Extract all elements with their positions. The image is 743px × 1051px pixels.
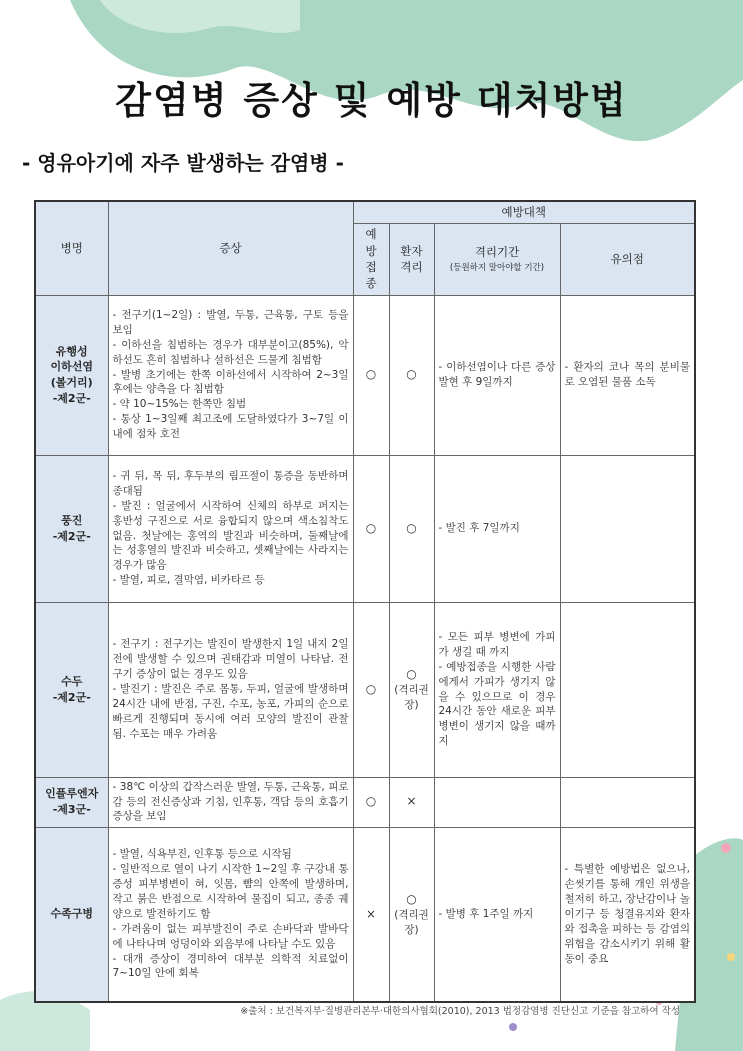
isolation-period-item: - 발진 후 7일까지 — [438, 522, 520, 535]
header-isolation-period-sub: (등원하지 말아야할 기간) — [449, 263, 545, 274]
table-row — [35, 827, 695, 1002]
notes-cell — [560, 777, 695, 827]
symptom-item: - 약 10~15%는 한쪽만 침범 — [112, 398, 247, 411]
header-prevention: 예방대책 — [353, 201, 695, 223]
vaccination-cell: ○ — [353, 295, 389, 455]
disease-name-line: -제2군- — [52, 529, 91, 543]
header-notes: 유의점 — [560, 223, 695, 295]
page-subtitle: - 영유아기에 자주 발생하는 감염병 - — [22, 151, 344, 175]
table-row — [35, 295, 695, 455]
disease-name-line: 유행성 — [55, 344, 88, 358]
table-row — [35, 602, 695, 777]
isolation-cell — [389, 777, 434, 827]
disease-name-cell — [35, 777, 108, 827]
isolation-mark: ○ — [406, 667, 417, 682]
notes-item: - 환자의 코나 목의 분비물로 오염된 물품 소독 — [564, 361, 690, 388]
disease-name-line: 풍진 — [61, 513, 83, 527]
isolation-period-cell — [434, 455, 560, 602]
isolation-period-cell — [434, 827, 560, 1002]
isolation-period-cell — [434, 295, 560, 455]
disease-name-line: 인플루엔자 — [45, 787, 99, 801]
disease-name-line: -제2군- — [52, 391, 91, 405]
pink-dot — [721, 843, 731, 853]
disease-name-line: 수족구병 — [50, 907, 93, 921]
table-row — [35, 455, 695, 602]
symptoms-cell — [108, 455, 353, 602]
header-symptoms: 증상 — [108, 201, 353, 295]
notes-cell — [560, 827, 695, 1002]
disease-name-line: -제3군- — [52, 803, 91, 816]
disease-name-line: (볼거리) — [50, 376, 93, 389]
isolation-period-cell — [434, 602, 560, 777]
header-isolation-period-label: 격리기간 — [474, 244, 520, 259]
table-body — [35, 295, 695, 1002]
isolation-cell — [389, 455, 434, 602]
symptoms-cell — [108, 777, 353, 827]
symptom-item: - 이하선을 침범하는 경우가 대부분이고(85%), 악하선도 흔히 침범하나 설하선은 드물게 침범함 — [112, 338, 349, 366]
vaccination-cell: ○ — [353, 455, 389, 602]
isolation-period-item: - 이하선염이나 다른 증상 발현 후 9일까지 — [438, 361, 556, 388]
disease-name-line: 이하선염 — [50, 360, 93, 374]
isolation-period-cell — [434, 777, 560, 827]
table-row — [35, 777, 695, 827]
disease-name-cell — [35, 295, 108, 455]
isolation-cell — [389, 295, 434, 455]
symptoms-cell — [108, 295, 353, 455]
isolation-mark: ○ — [406, 891, 417, 906]
header-isolation-period — [434, 223, 560, 295]
disease-name-line: 수두 — [61, 674, 83, 688]
isolation-note: (격리권장) — [394, 908, 429, 936]
yellow-dot — [727, 953, 735, 961]
symptom-item: - 발진 : 얼굴에서 시작하여 신체의 하부로 퍼지는 홍반성 구진으로 서로 융합되지 않으며 색소침착도 없음. 첫날에는 홍역의 발진과 비슷하며, 둘째날에는 성홍열의 발진과 비슷하고, 셋째날에는 사라지는 경우가 많음 — [112, 499, 349, 572]
symptom-item: - 발열, 피로, 결막염, 비카타르 등 — [112, 574, 265, 587]
disease-name-cell — [35, 827, 108, 1002]
header-vaccination: 예방접종 — [353, 223, 389, 295]
isolation-cell — [389, 827, 434, 1002]
symptom-item: - 38℃ 이상의 갑작스러운 발열, 두통, 근육통, 피로감 등의 전신증상과 기침, 인후통, 객담 등의 호흡기 증상을 보임 — [112, 780, 349, 823]
isolation-period-item: - 모든 피부 병변에 가피가 생길 때 까지 — [438, 630, 556, 658]
symptom-item: - 가려움이 없는 피부발진이 주로 손바닥과 발바닥에 나타나며 엉덩이와 외음부에 나타날 수도 있음 — [112, 922, 349, 950]
disease-name-line: -제2군- — [52, 690, 91, 704]
vaccination-cell: × — [353, 827, 389, 1002]
notes-item: - 특별한 예방법은 없으나, 손씻기를 통해 개인 위생을 철저히 하고, 장난감이나 놀이기구 등 청결유지와 환자와 접촉을 피하는 등 감염의 위험을 감소시키기 위해 활동이 중요 — [564, 863, 690, 965]
page-title: 감염병 증상 및 예방 대처방법 — [115, 79, 628, 122]
symptom-item: - 일반적으로 열이 나기 시작한 1~2일 후 구강내 통증성 피부병변이 혀, 잇몸, 뺨의 안쪽에 발생하며, 작고 붉은 반점으로 시작하여 물집이 되고, 종종 궤양으로 발전하기도 함 — [112, 863, 349, 920]
disease-name-cell — [35, 455, 108, 602]
symptom-item: - 대개 증상이 경미하여 대부분 의학적 치료없이 7~10일 안에 회복 — [112, 952, 349, 980]
symptom-item: - 발진기 : 발진은 주로 몸통, 두피, 얼굴에 발생하며 24시간 내에 반점, 구진, 수포, 농포, 가피의 순으로 빠르게 진행되며 동시에 여러 모양의 발진이 관찰됨. 수포는 매우 가려움 — [112, 683, 349, 740]
disease-name-cell — [35, 602, 108, 777]
symptom-item: - 전구기 : 전구기는 발진이 발생한지 1일 내지 2일 전에 발생할 수 있으며 권태감과 미열이 나타남. 전구기 증상이 없는 경우도 있음 — [112, 638, 349, 681]
header-disease: 병명 — [35, 201, 108, 295]
header-isolation: 환자격리 — [389, 223, 434, 295]
isolation-cell — [389, 602, 434, 777]
isolation-period-item: - 예방접종을 시행한 사람에게서 가피가 생기지 않을 수 있으므로 이 경우 24시간 동안 새로운 피부 병변이 생기지 않을 때까지 — [438, 660, 556, 748]
notes-cell — [560, 455, 695, 602]
vaccination-cell: ○ — [353, 602, 389, 777]
symptom-item: - 발병 초기에는 한쪽 이하선에서 시작하여 2~3일 후에는 양측을 다 침범함 — [112, 368, 349, 396]
notes-cell — [560, 295, 695, 455]
purple-dot — [509, 1023, 517, 1031]
isolation-note: (격리권장) — [394, 684, 429, 712]
isolation-mark: × — [406, 794, 417, 809]
isolation-mark: ○ — [406, 520, 417, 535]
symptoms-cell — [108, 827, 353, 1002]
source-note: ※출처 : 보건복지부·질병관리본부·대한의사협회(2010), 2013 법정감염병 진단신고 기준을 참고하여 작성 — [240, 1006, 680, 1017]
notes-cell — [560, 602, 695, 777]
isolation-mark: ○ — [406, 367, 417, 382]
symptoms-cell — [108, 602, 353, 777]
disease-table — [34, 200, 696, 1003]
symptom-item: - 전구기(1~2일) : 발열, 두통, 근육통, 구토 등을 보임 — [112, 308, 349, 336]
isolation-period-item: - 발병 후 1주일 까지 — [438, 907, 534, 920]
symptom-item: - 발열, 식욕부진, 인후통 등으로 시작됨 — [112, 848, 292, 861]
symptom-item: - 귀 뒤, 목 뒤, 후두부의 림프절이 통증을 동반하며 종대됨 — [112, 469, 349, 497]
symptom-item: - 통상 1~3일째 최고조에 도달하였다가 3~7일 이내에 점차 호전 — [112, 413, 349, 441]
vaccination-cell: ○ — [353, 777, 389, 827]
